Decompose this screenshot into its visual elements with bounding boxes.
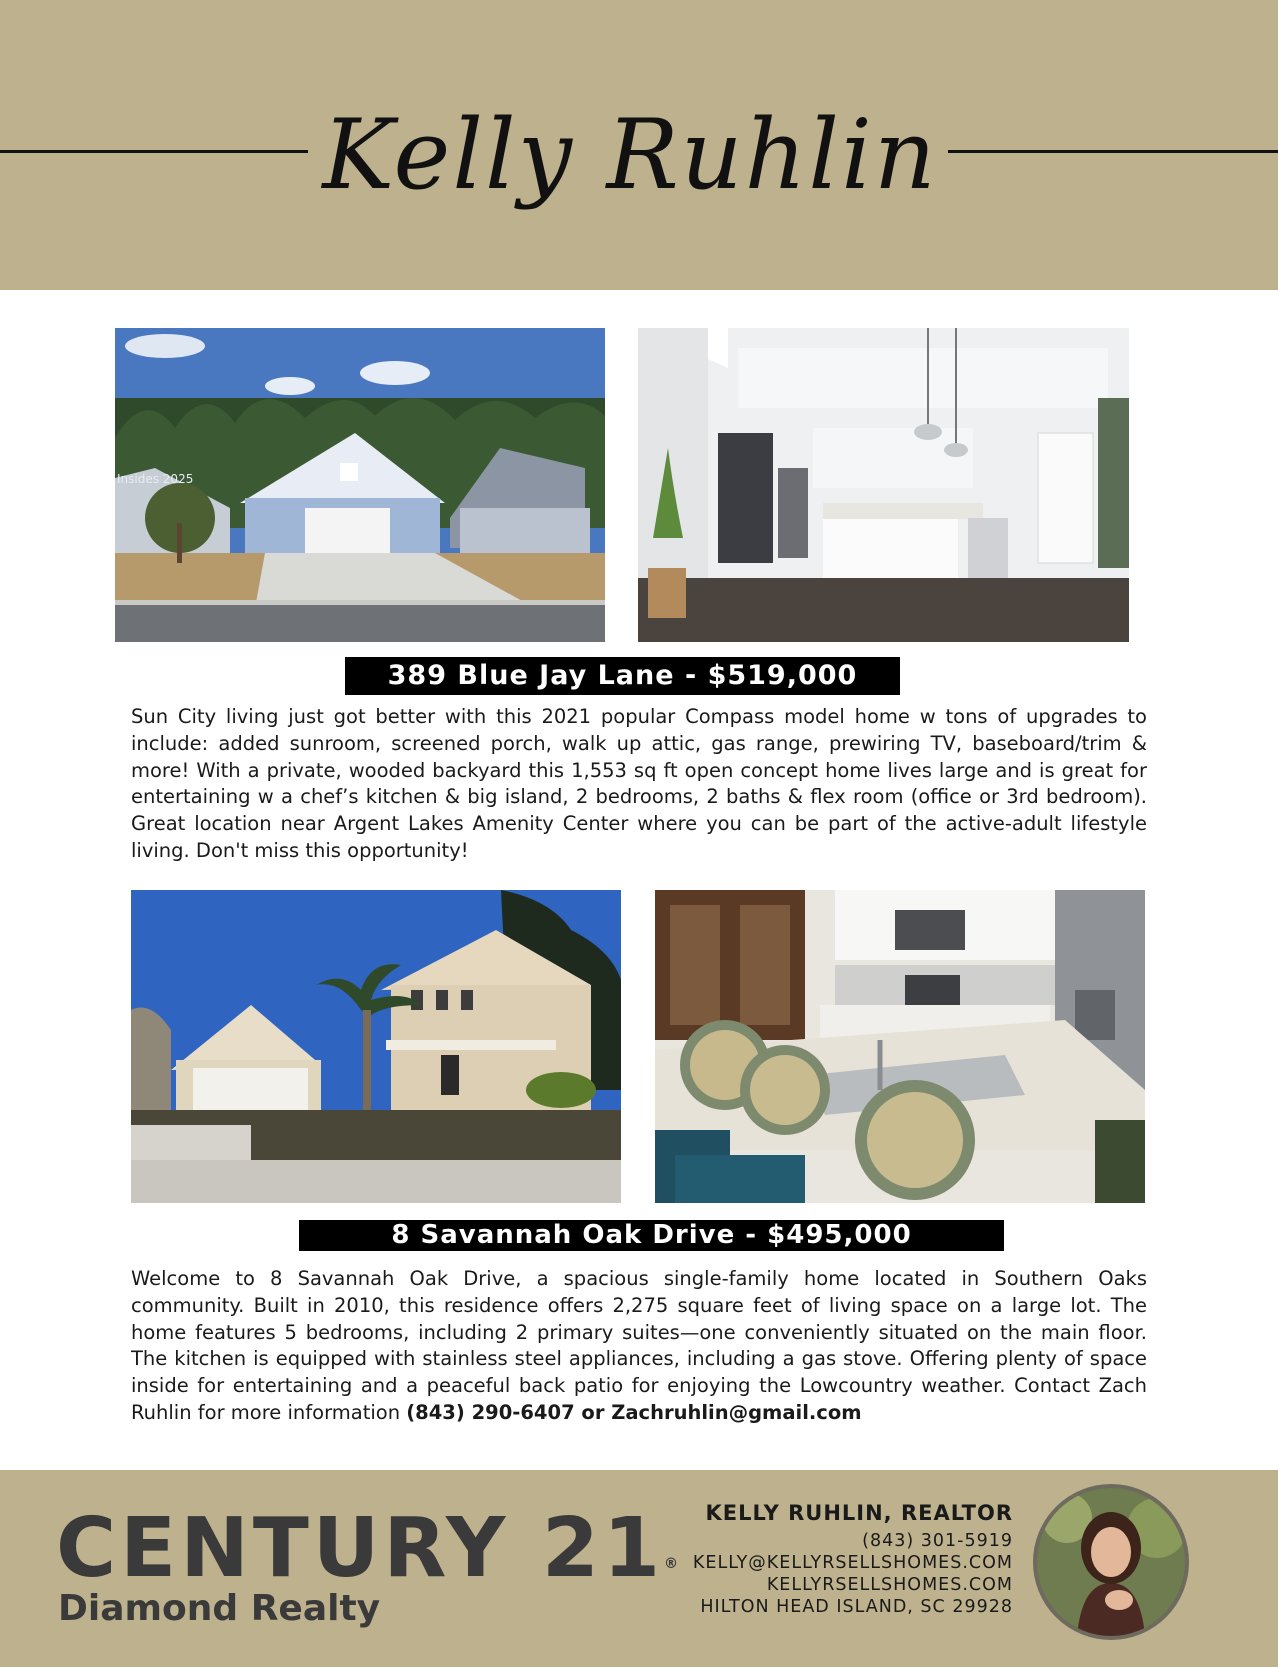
listing-2-kitchen-photo <box>655 890 1145 1203</box>
listing-1-description: Sun City living just got better with this 2021 popular Compass model home w tons of upgrades to include: added sunroom, screened porch, walk up attic, gas range, prewiring TV, baseboard/trim & more! With a private, wooded backyard this 1,553 sq ft open concept home lives large and is great for entertaining w a chef’s kitchen & big island, 2 bedrooms, 2 baths & flex room (office or 3rd bedroom). Great location near Argent Lakes Amenity Center where you can be part of the active-adult lifestyle living. Don't miss this opportunity! <box>131 705 1147 862</box>
listing-1-kitchen-photo <box>638 328 1129 642</box>
agent-avatar <box>1033 1484 1189 1640</box>
listing-2-title-banner: 8 Savannah Oak Drive - $495,000 <box>299 1220 1004 1251</box>
header-rule-right <box>948 150 1278 153</box>
signature-logo: Kelly Ruhlin <box>322 99 938 211</box>
listing-1-title-banner: 389 Blue Jay Lane - $519,000 <box>345 657 900 695</box>
agent-name: KELLY RUHLIN, REALTOR <box>705 1501 1013 1525</box>
footer-band <box>0 1470 1278 1667</box>
agent-location: HILTON HEAD ISLAND, SC 29928 <box>700 1597 1013 1617</box>
listing-2-contact-info: (843) 290-6407 or Zachruhlin@gmail.com <box>406 1400 862 1424</box>
agent-phone[interactable]: (843) 301-5919 <box>862 1531 1013 1551</box>
brand-name: CENTURY 21 <box>56 1501 665 1596</box>
header-rule-left <box>0 150 308 153</box>
listing-2-description-text: Welcome to 8 Savannah Oak Drive, a spacious single-family home located in Southern Oaks community. Built in 2010, this residence offers 2,275 square feet of living space on a large lot. The home features 5 bedrooms, including 2 primary suites—one conveniently situated on the main floor. The kitchen is equipped with stainless steel appliances, including a gas stove. Offering plenty of space inside for entertaining and a peaceful back patio for enjoying the Lowcountry weather. Contact Zach Ruhlin for more information <box>131 1267 1147 1424</box>
agent-website[interactable]: KELLYRSELLSHOMES.COM <box>766 1575 1013 1595</box>
listing-1-exterior-photo <box>115 328 605 642</box>
svg-text:Insides 2025: Insides 2025 <box>117 472 194 486</box>
agent-contact-block <box>693 1496 1013 1618</box>
header-band <box>0 0 1278 290</box>
agent-email[interactable]: KELLY@KELLYRSELLSHOMES.COM <box>692 1553 1013 1573</box>
listing-2-exterior-photo <box>131 890 621 1203</box>
listing-2-description <box>131 1266 1147 1427</box>
office-name: Diamond Realty <box>58 1588 381 1629</box>
registered-mark: ® <box>664 1556 679 1572</box>
